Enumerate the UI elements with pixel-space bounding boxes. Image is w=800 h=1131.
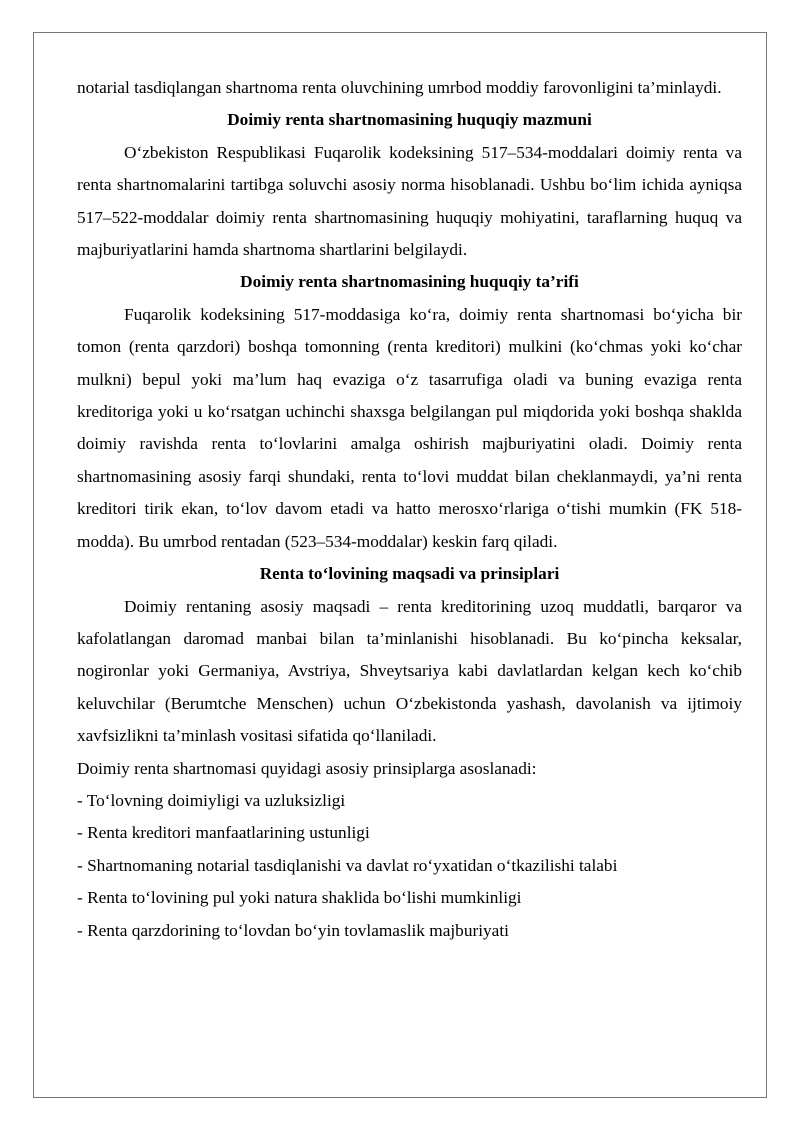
list-item: - Renta qarzdorining to‘lovdan bo‘yin tovlamaslik majburiyati xyxy=(77,920,509,940)
paragraph-civil-code-articles: O‘zbekiston Respublikasi Fuqarolik kodeksining 517–534-moddalari doimiy renta va renta shartnomalarini tartibga soluvchi asosiy norma hisoblanadi. Ushbu bo‘lim ichida ayniqsa 517–522-moddalar doimiy renta shartnomasining huquqiy mohiyatini, taraflarning huquq va majburiyatlarini hamda shartnoma shartlarini belgilaydi. xyxy=(77,142,742,260)
principles-list xyxy=(77,785,742,947)
list-item: - Shartnomaning notarial tasdiqlanishi va davlat ro‘yxatidan o‘tkazilishi talabi xyxy=(77,855,618,875)
list-item: - Renta kreditori manfaatlarining ustunligi xyxy=(77,823,370,843)
paragraph-definition: Fuqarolik kodeksining 517-moddasiga ko‘ra, doimiy renta shartnomasi bo‘yicha bir tomon (renta qarzdori) boshqa tomonning (renta kreditori) mulkini (ko‘chmas yoki ko‘char mulkni) bepul yoki ma’lum haq evaziga o‘z tasarrufiga oladi va buning evaziga renta kreditoriga yoki u ko‘rsatgan uchinchi shaxsga belgilangan pul miqdorida yoki boshqa shaklda doimiy ravishda renta to‘lovlarini amalga oshirish majburiyatini oladi. Doimiy renta shartnomasining asosiy farqi shundaki, renta to‘lovi muddat bilan cheklanmaydi, ya’ni renta kreditori tirik ekan, to‘lov davom etadi va hatto merosxo‘rlariga o‘tishi mumkin (FK 518-modda). Bu umrbod rentadan (523–534-moddalar) keskin farq qiladi. xyxy=(77,304,742,551)
paragraph-principles-intro: Doimiy renta shartnomasi quyidagi asosiy prinsiplarga asoslanadi: xyxy=(77,758,537,778)
document-body xyxy=(77,72,742,947)
list-item: - To‘lovning doimiyligi va uzluksizligi xyxy=(77,790,346,810)
heading-legal-definition: Doimiy renta shartnomasining huquqiy ta’rifi xyxy=(240,272,579,292)
list-item: - Renta to‘lovining pul yoki natura shaklida bo‘lishi mumkinligi xyxy=(77,888,522,908)
heading-legal-content: Doimiy renta shartnomasining huquqiy mazmuni xyxy=(227,110,592,130)
paragraph-continuation: notarial tasdiqlangan shartnoma renta oluvchining umrbod moddiy farovonligini ta’minlaydi. xyxy=(77,78,722,97)
heading-purpose-principles: Renta to‘lovining maqsadi va prinsiplari xyxy=(259,564,560,584)
paragraph-purpose: Doimiy rentaning asosiy maqsadi – renta kreditorining uzoq muddatli, barqaror va kafolatlangan daromad manbai bilan ta’minlanishi hisoblanadi. Bu ko‘pincha keksalar, nogironlar yoki Germaniya, Avstriya, Shveytsariya kabi davlatlardan kelgan kech ko‘chib keluvchilar (Berumtche Menschen) uchun O‘zbekistonda yashash, davolanish va ijtimoiy xavfsizlikni ta’minlash vositasi sifatida qo‘llaniladi. xyxy=(77,596,742,746)
